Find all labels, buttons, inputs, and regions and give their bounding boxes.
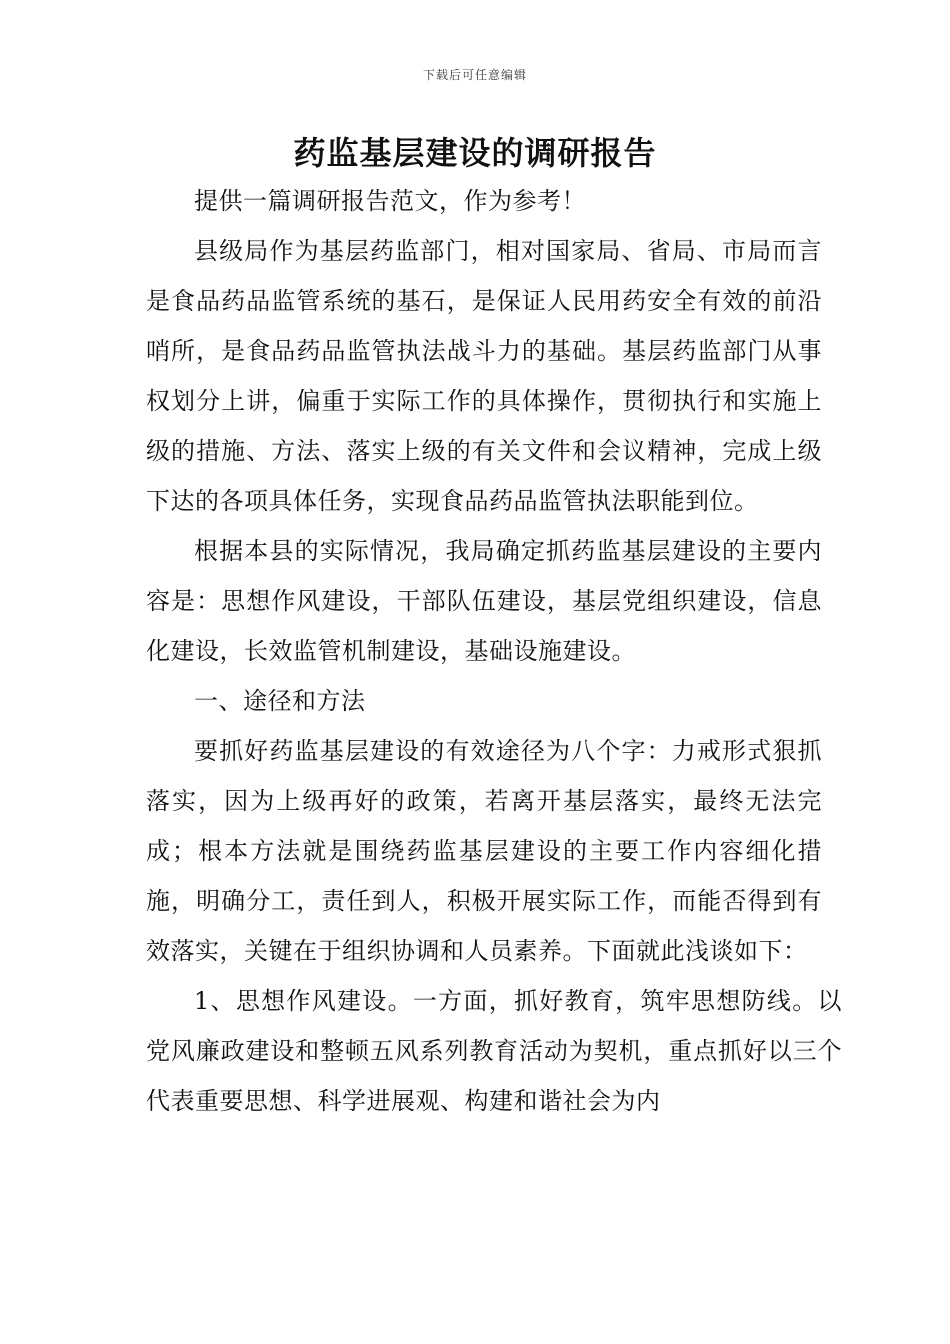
header-note: 下载后可任意编辑 <box>422 68 527 82</box>
paragraph-main-content: 根据本县的实际情况，我局确定抓药监基层建设的主要内容是：思想作风建设，干部队伍建设，基层党组织建设，信息化建设，长效监管机制建设，基础设施建设。 <box>146 537 822 665</box>
section-heading-approach: 一、途径和方法 <box>194 687 366 715</box>
paragraph-county-bureau: 县级局作为基层药监部门，相对国家局、省局、市局而言是食品药品监管系统的基石，是保证人民用药安全有效的前沿哨所，是食品药品监管执法战斗力的基础。基层药监部门从事权划分上讲，偏重于实际工作的具体操作，贯彻执行和实施上级的措施、方法、落实上级的有关文件和会议精神，完成上级下达的各项具体任务，实现食品药品监管执法职能到位。 <box>146 237 822 515</box>
paragraph-ideology: 1、思想作风建设。一方面，抓好教育，筑牢思想防线。以党风廉政建设和整顿五风系列教育活动为契机，重点抓好以三个代表重要思想、科学进展观、构建和谐社会为内 <box>146 987 842 1115</box>
paragraph-approach: 要抓好药监基层建设的有效途径为八个字：力戒形式狠抓落实，因为上级再好的政策，若离开基层落实，最终无法完成；根本方法就是围绕药监基层建设的主要工作内容细化措施，明确分工，责任到人，积极开展实际工作，而能否得到有效落实，关键在于组织协调和人员素养。下面就此浅谈如下： <box>146 737 822 965</box>
document-title: 药监基层建设的调研报告 <box>293 134 657 172</box>
paragraph-intro: 提供一篇调研报告范文，作为参考！ <box>194 187 586 215</box>
document-body <box>146 176 842 1126</box>
